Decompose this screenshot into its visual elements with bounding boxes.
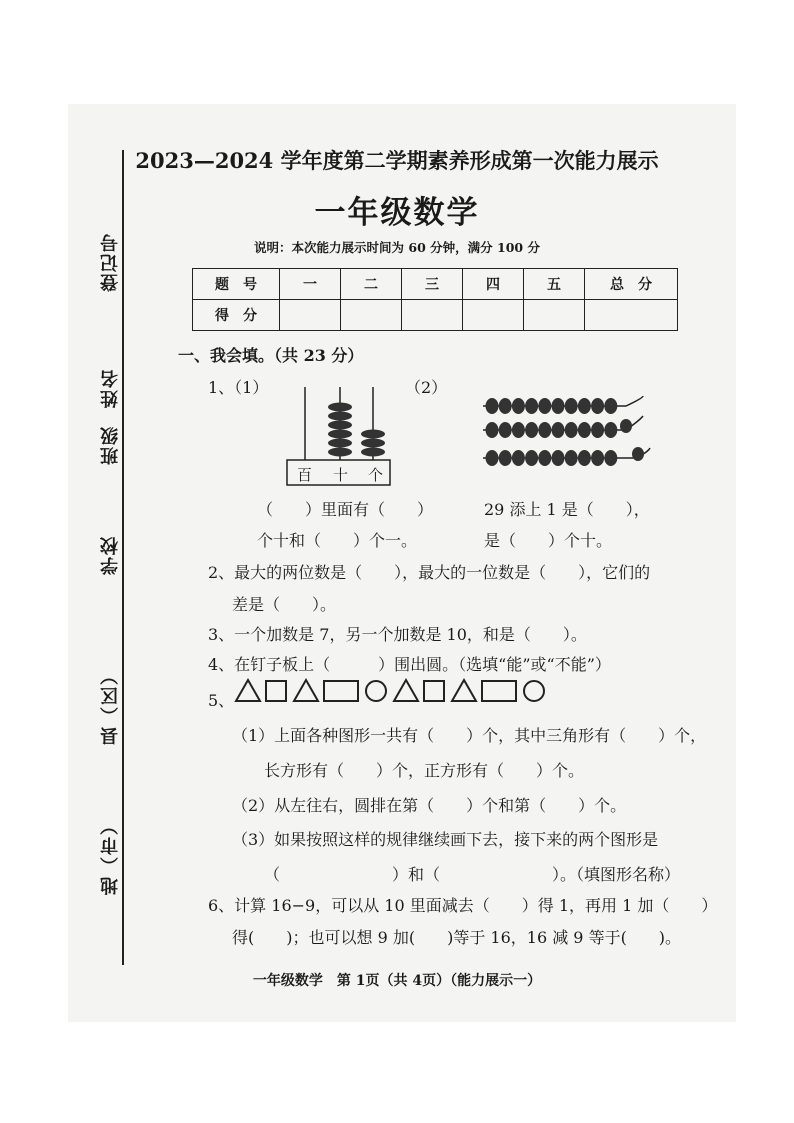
- bead: [632, 447, 644, 461]
- q2-line1: 2、最大的两位数是（ ），最大的一位数是（ ），它们的: [208, 563, 651, 582]
- q2-line2: 差是（ ）。: [232, 595, 337, 614]
- score-row-label: 得 分: [193, 300, 280, 331]
- q3-text: 3、一个加数是 7，另一个加数是 10，和是（ ）。: [208, 625, 587, 644]
- score-header-cell: 一: [280, 269, 341, 300]
- q1-a-line2: 个十和（ ）个一。: [257, 531, 418, 550]
- bead: [604, 450, 617, 466]
- q1-a-line1: （ ）里面有（ ）: [257, 500, 434, 519]
- school-label: 学校: [100, 535, 121, 575]
- name-label: 姓名: [100, 368, 121, 408]
- bead: [591, 398, 604, 414]
- circle-shape: [366, 681, 386, 701]
- q1-sub2-number: （2）: [405, 378, 448, 397]
- q1-b-line1: 29 添上 1 是（ ），: [484, 500, 650, 519]
- score-header-cell: 五: [524, 269, 585, 300]
- bead: [512, 422, 525, 438]
- bead: [525, 422, 538, 438]
- score-header-cell: 三: [402, 269, 463, 300]
- city-label: 地（市）: [100, 815, 121, 895]
- page-footer: 一年级数学 第 1页（共 4页）（能力展示一）: [252, 973, 542, 989]
- score-cell[interactable]: [402, 300, 463, 331]
- bead: [565, 398, 578, 414]
- register-no-label: 登记号: [100, 232, 121, 292]
- score-cell[interactable]: [524, 300, 585, 331]
- bead: [578, 398, 591, 414]
- bead: [538, 422, 551, 438]
- q5-3-line2: （ ）和（ ）。（填图形名称）: [264, 865, 681, 884]
- bead: [525, 450, 538, 466]
- score-header-cell: 题 号: [193, 269, 280, 300]
- score-table: [192, 268, 678, 331]
- q5-1-line2: 长方形有（ ）个，正方形有（ ）个。: [264, 761, 585, 780]
- triangle-shape: [294, 680, 318, 701]
- bead: [591, 450, 604, 466]
- score-header-cell: 四: [463, 269, 524, 300]
- exam-note: 说明：本次能力展示时间为 60 分钟，满分 100 分: [254, 240, 540, 255]
- score-cell[interactable]: [280, 300, 341, 331]
- q6-line2: 得( )；也可以想 9 加( )等于 16，16 减 9 等于( )。: [232, 928, 682, 947]
- score-table-header-row: [193, 269, 678, 300]
- abacus-ones-label: 个: [368, 466, 384, 484]
- bead: [512, 450, 525, 466]
- bead: [604, 422, 617, 438]
- triangle-shape: [236, 680, 260, 701]
- score-cell[interactable]: [341, 300, 402, 331]
- bead: [538, 450, 551, 466]
- bead: [591, 422, 604, 438]
- bead: [578, 422, 591, 438]
- rectangle-shape: [324, 681, 358, 701]
- bead: [512, 398, 525, 414]
- bead: [525, 398, 538, 414]
- bead-strings-figure: [478, 392, 653, 474]
- bead: [552, 398, 565, 414]
- abacus-tens-label: 十: [333, 466, 349, 484]
- bead: [538, 398, 551, 414]
- score-table-score-row: [193, 300, 678, 331]
- q5-number: 5、: [208, 691, 235, 710]
- q5-shape-sequence: [234, 678, 554, 704]
- bead: [499, 450, 512, 466]
- q1-b-line2: 是（ ）个十。: [484, 531, 613, 550]
- class-label: 班级: [100, 425, 121, 465]
- county-label: 县（区）: [100, 665, 121, 745]
- section-1-heading: 一、我会填。（共 23 分）: [178, 346, 364, 365]
- score-cell[interactable]: [585, 300, 678, 331]
- square-shape: [266, 681, 286, 701]
- triangle-shape: [394, 680, 418, 701]
- exam-title: 2023—2024 学年度第二学期素养形成第一次能力展示: [135, 148, 659, 173]
- square-shape: [424, 681, 444, 701]
- rectangle-shape: [482, 681, 516, 701]
- q5-1-line1: （1）上面各种图形一共有（ ）个，其中三角形有（ ）个，: [232, 726, 707, 745]
- score-header-cell: 总 分: [585, 269, 678, 300]
- q5-2-text: （2）从左往右，圆排在第（ ）个和第（ ）个。: [232, 796, 627, 815]
- triangle-shape: [452, 680, 476, 701]
- bead: [565, 422, 578, 438]
- bead: [552, 450, 565, 466]
- bead: [578, 450, 591, 466]
- bead: [604, 398, 617, 414]
- q1-number: 1、（1）: [208, 378, 269, 397]
- score-cell[interactable]: [463, 300, 524, 331]
- q6-line1: 6、计算 16−9，可以从 10 里面减去（ ）得 1，再用 1 加（ ）: [208, 896, 718, 915]
- bead: [486, 450, 499, 466]
- bead: [486, 422, 499, 438]
- bead: [499, 422, 512, 438]
- bead: [565, 450, 578, 466]
- circle-shape: [524, 681, 544, 701]
- subject-title: 一年级数学: [314, 195, 480, 231]
- bead: [486, 398, 499, 414]
- q5-3-line1: （3）如果按照这样的规律继续画下去，接下来的两个图形是: [232, 830, 659, 849]
- bead: [552, 422, 565, 438]
- q4-text: 4、在钉子板上（ ）围出圆。（选填“能”或“不能”）: [208, 655, 611, 674]
- bead: [499, 398, 512, 414]
- score-header-cell: 二: [341, 269, 402, 300]
- abacus-hundreds-label: 百: [297, 466, 313, 484]
- bead: [620, 419, 632, 433]
